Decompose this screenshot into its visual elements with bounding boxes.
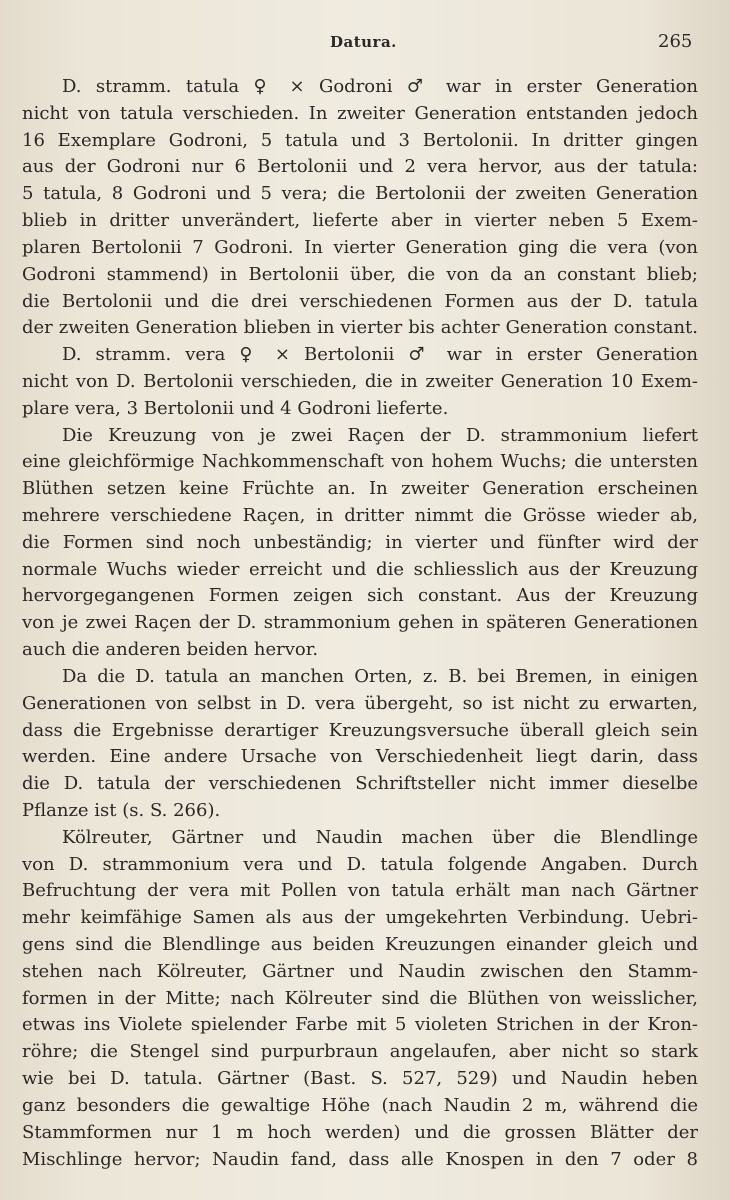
text-line: mehr keimfähige Samen als aus der umgekehrten Verbindung. Uebri- <box>22 907 698 929</box>
page-number: 265 <box>658 31 693 52</box>
text-line: Blüthen setzen keine Früchte an. In zweiter Generation erscheinen <box>22 478 698 500</box>
text-line: ganz besonders die gewaltige Höhe (nach Naudin 2 m, während die <box>22 1094 698 1116</box>
text-line: D. stramm. tatula ♀ × Godroni ♂ war in erster Generation <box>62 76 698 97</box>
text-line: eine gleichförmige Nachkommenschaft von hohem Wuchs; die untersten <box>22 451 698 473</box>
text-line: von D. strammonium vera und D. tatula folgende Angaben. Durch <box>22 853 698 875</box>
text-line: formen in der Mitte; nach Kölreuter sind die Blüthen von weisslicher, <box>22 987 698 1009</box>
text-line: aus der Godroni nur 6 Bertolonii und 2 vera hervor, aus der tatula: <box>22 156 698 178</box>
text-line: der zweiten Generation blieben in vierter bis achter Generation constant. <box>22 317 698 339</box>
text-line: normale Wuchs wieder erreicht und die schliesslich aus der Kreuzung <box>22 558 698 580</box>
running-head: Datura. <box>330 33 397 51</box>
body-text <box>22 74 698 1173</box>
text-line: Kölreuter, Gärtner und Naudin machen über die Blendlinge <box>62 826 698 848</box>
text-line: Mischlinge hervor; Naudin fand, dass alle Knospen in den 7 oder 8 <box>22 1148 698 1170</box>
text-line: nicht von tatula verschieden. In zweiter Generation entstanden jedoch <box>22 102 698 124</box>
text-line: Generationen von selbst in D. vera übergeht, so ist nicht zu erwarten, <box>22 692 698 714</box>
text-line: gens sind die Blendlinge aus beiden Kreuzungen einander gleich und <box>22 934 698 955</box>
text-line: von je zwei Raçen der D. strammonium gehen in späteren Generationen <box>22 612 698 634</box>
text-line: wie bei D. tatula. Gärtner (Bast. S. 527, 529) und Naudin heben <box>22 1068 698 1090</box>
text-line: hervorgegangenen Formen zeigen sich constant. Aus der Kreuzung <box>22 585 698 607</box>
text-line: Stammformen nur 1 m hoch werden) und die grossen Blätter der <box>22 1121 698 1143</box>
text-line: röhre; die Stengel sind purpurbraun angelaufen, aber nicht so stark <box>22 1041 698 1063</box>
text-line: die Bertolonii und die drei verschiedenen Formen aus der D. tatula <box>22 290 698 312</box>
text-line: Da die D. tatula an manchen Orten, z. B. bei Bremen, in einigen <box>62 665 698 687</box>
text-line: nicht von D. Bertolonii verschieden, die in zweiter Generation 10 Exem- <box>22 370 698 392</box>
text-line: Godroni stammend) in Bertolonii über, die von da an constant blieb; <box>22 263 698 285</box>
text-line: werden. Eine andere Ursache von Verschiedenheit liegt darin, dass <box>22 746 698 768</box>
text-line: 5 tatula, 8 Godroni und 5 vera; die Bertolonii der zweiten Generation <box>22 183 698 205</box>
text-line: mehrere verschiedene Raçen, in dritter nimmt die Grösse wieder ab, <box>22 505 698 526</box>
page-header <box>0 31 730 55</box>
text-line: die Formen sind noch unbeständig; in vierter und fünfter wird der <box>22 531 698 553</box>
text-line: etwas ins Violete spielender Farbe mit 5 violeten Strichen in der Kron- <box>22 1014 698 1036</box>
text-line: die D. tatula der verschiedenen Schriftsteller nicht immer dieselbe <box>22 773 698 795</box>
text-line: Die Kreuzung von je zwei Raçen der D. strammonium liefert <box>62 424 698 446</box>
text-line: D. stramm. vera ♀ × Bertolonii ♂ war in erster Generation <box>62 344 698 366</box>
text-line: blieb in dritter unverändert, lieferte aber in vierter neben 5 Exem- <box>22 210 698 232</box>
text-line: auch die anderen beiden hervor. <box>22 639 319 661</box>
text-line: plaren Bertolonii 7 Godroni. In vierter Generation ging die vera (von <box>22 236 698 258</box>
text-line: 16 Exemplare Godroni, 5 tatula und 3 Bertolonii. In dritter gingen <box>22 129 698 151</box>
text-line: plare vera, 3 Bertolonii und 4 Godroni lieferte. <box>22 397 449 419</box>
text-line: Pflanze ist (s. S. 266). <box>22 799 221 821</box>
text-line: stehen nach Kölreuter, Gärtner und Naudin zwischen den Stamm- <box>22 960 698 982</box>
text-line: dass die Ergebnisse derartiger Kreuzungsversuche überall gleich sein <box>22 719 698 741</box>
text-line: Befruchtung der vera mit Pollen von tatula erhält man nach Gärtner <box>22 880 698 902</box>
